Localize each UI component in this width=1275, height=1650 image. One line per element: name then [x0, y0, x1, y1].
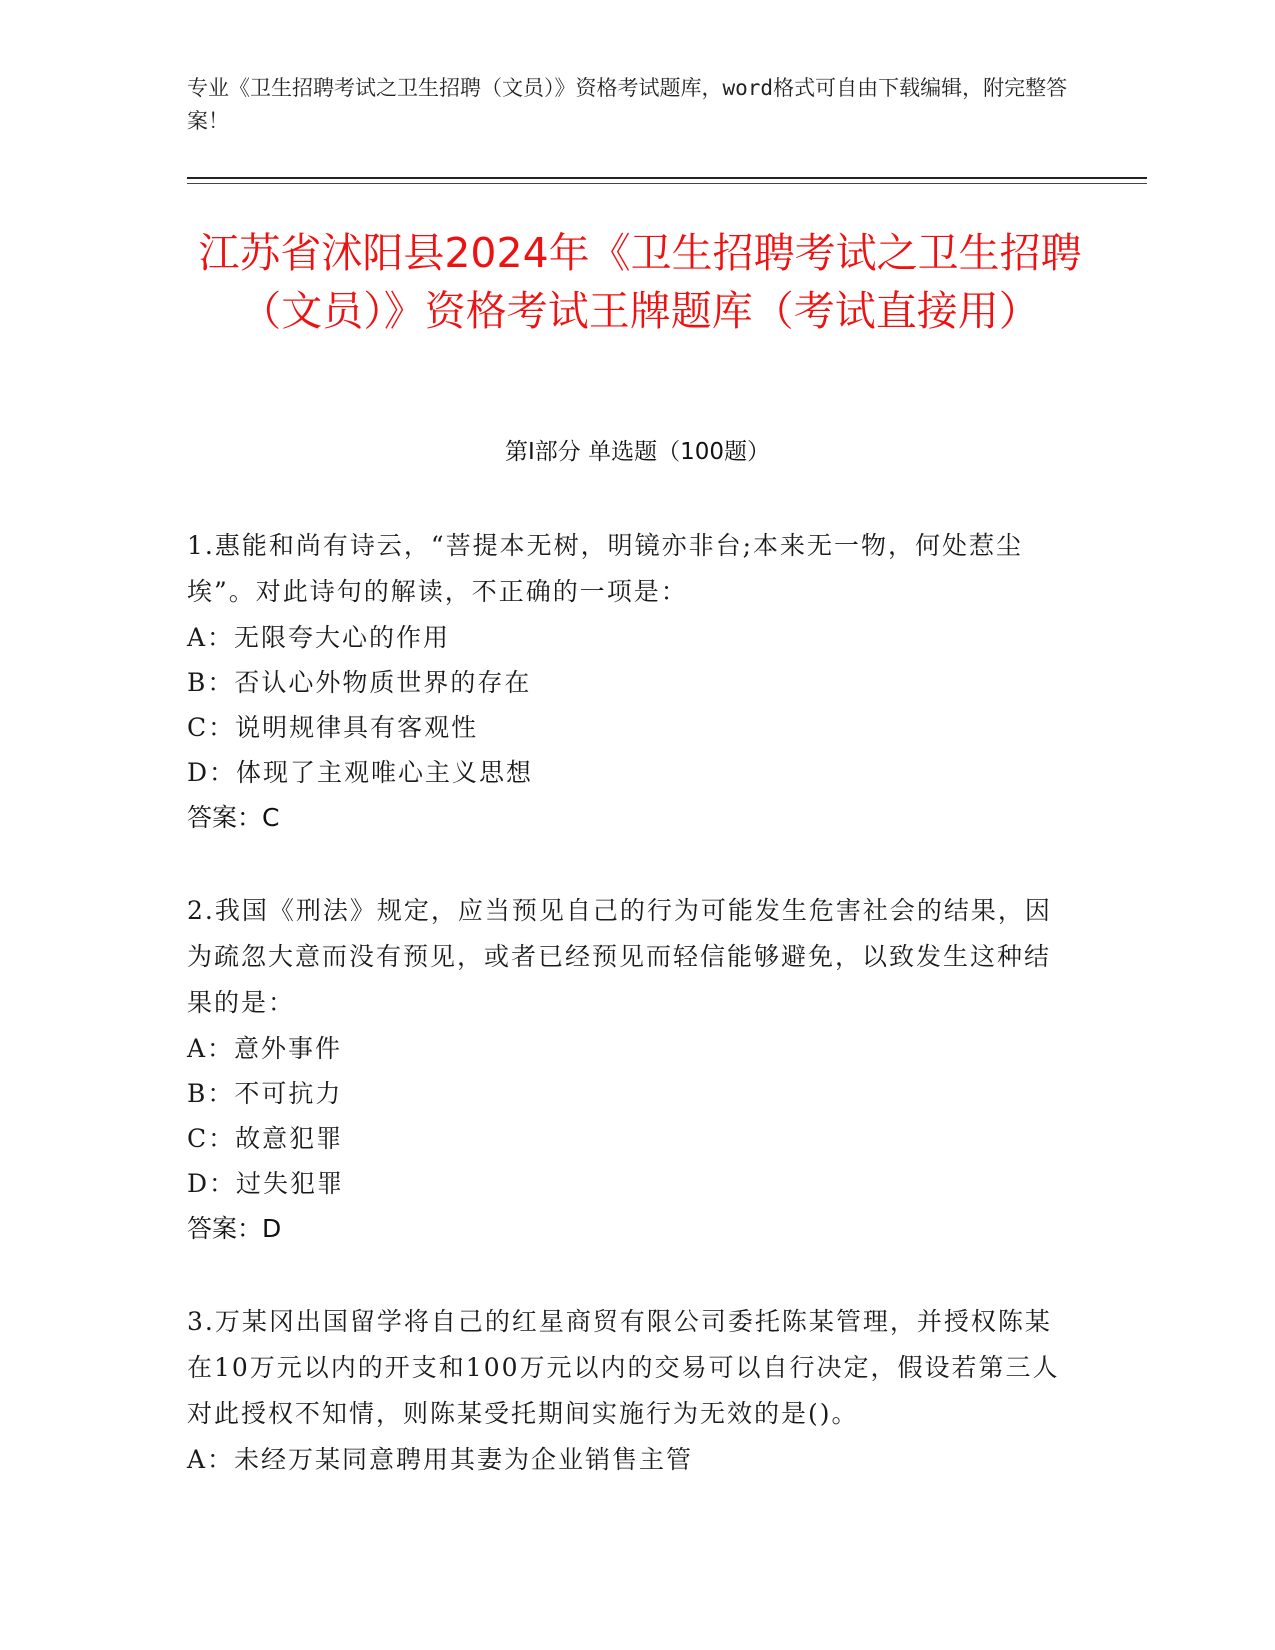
- header-divider-thick: [187, 177, 1147, 179]
- question-stem: 2.我国《刑法》规定，应当预见自己的行为可能发生危害社会的结果，因为疏忽大意而没有预见，或者已经预见而轻信能够避免，以致发生这种结果的是：: [187, 896, 1052, 1017]
- header-divider-thin: [187, 183, 1147, 184]
- option-b: B：不可抗力: [187, 1079, 343, 1108]
- question-2: [187, 888, 1077, 1251]
- option-b: B：否认心外物质世界的存在: [187, 668, 532, 697]
- question-3: [187, 1299, 1077, 1482]
- answer-line: 答案：D: [187, 1214, 282, 1243]
- option-a: A：无限夸大心的作用: [187, 623, 451, 652]
- question-list: [187, 523, 1077, 1530]
- option-d: D：过失犯罪: [187, 1169, 345, 1198]
- option-c: C：故意犯罪: [187, 1124, 344, 1153]
- document-header-note: 专业《卫生招聘考试之卫生招聘（文员）》资格考试题库，word格式可自由下载编辑，附完整答案！: [187, 76, 1068, 133]
- option-d: D：体现了主观唯心主义思想: [187, 758, 534, 787]
- answer-line: 答案：C: [187, 803, 280, 832]
- document-title: 江苏省沭阳县2024年《卫生招聘考试之卫生招聘（文员）》资格考试王牌题库（考试直接用）: [198, 229, 1082, 335]
- question-stem: 3.万某冈出国留学将自己的红星商贸有限公司委托陈某管理，并授权陈某在10万元以内的开支和100万元以内的交易可以自行决定，假设若第三人对此授权不知情，则陈某受托期间实施行为无效的是()。: [187, 1307, 1060, 1428]
- section-heading: 第Ⅰ部分 单选题（100题）: [505, 439, 770, 465]
- question-1: [187, 523, 1077, 840]
- question-stem: 1.惠能和尚有诗云，“菩提本无树，明镜亦非台;本来无一物，何处惹尘埃”。对此诗句的解读，不正确的一项是：: [187, 531, 1024, 606]
- option-c: C：说明规律具有客观性: [187, 713, 479, 742]
- option-a: A：意外事件: [187, 1034, 343, 1063]
- option-a: A：未经万某同意聘用其妻为企业销售主管: [187, 1445, 694, 1474]
